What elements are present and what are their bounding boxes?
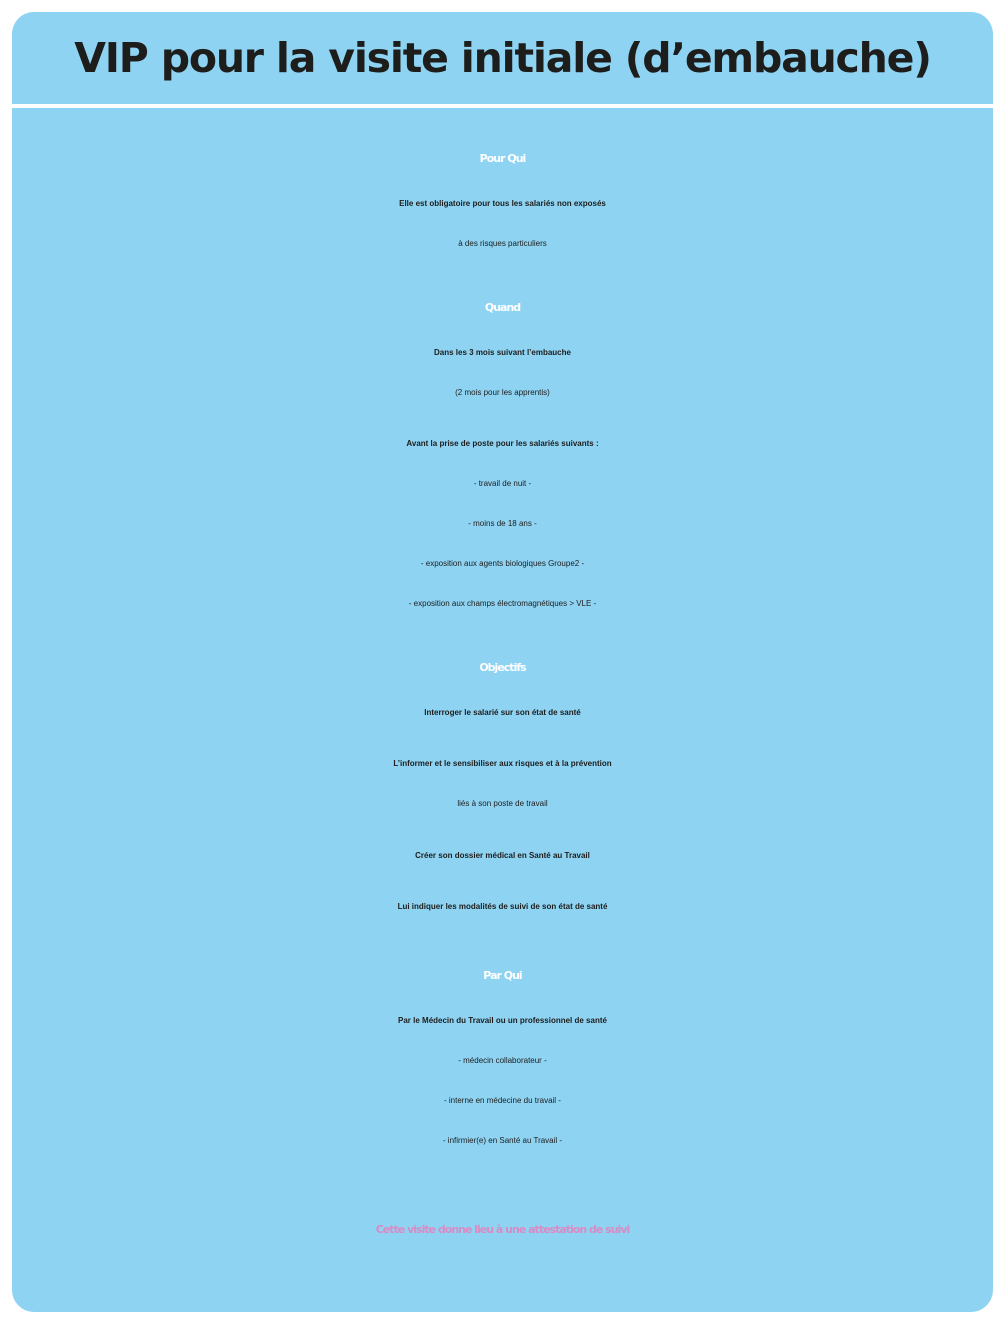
par-qui-item: - médecin collaborateur -: [458, 1056, 547, 1065]
quand-item: - exposition aux agents biologiques Groupe2 -: [420, 559, 585, 568]
quand-line-2: (2 mois pour les apprentis): [455, 388, 550, 397]
quand-line-3: Avant la prise de poste pour les salariés suivants :: [406, 439, 599, 448]
objectifs-line-4: Créer son dossier médical en Santé au Travail: [415, 851, 590, 860]
section-heading-objectifs: Objectifs: [479, 661, 526, 674]
objectifs-line-3: liés à son poste de travail: [457, 799, 548, 808]
par-qui-item: - infirmier(e) en Santé au Travail -: [442, 1136, 563, 1145]
quand-item: - moins de 18 ans -: [468, 519, 537, 528]
objectifs-line-2: L’informer et le sensibiliser aux risques et à la prévention: [393, 759, 612, 768]
section-heading-pour-qui: Pour Qui: [479, 152, 526, 165]
section-heading-quand: Quand: [484, 301, 521, 314]
par-qui-line-1: Par le Médecin du Travail ou un professionnel de santé: [398, 1016, 607, 1025]
par-qui-item: - interne en médecine du travail -: [444, 1096, 561, 1105]
section-heading-par-qui: Par Qui: [483, 969, 522, 982]
quand-item: - exposition aux champs électromagnétiques > VLE -: [408, 599, 597, 608]
pour-qui-line-2: à des risques particuliers: [458, 239, 547, 248]
objectifs-line-1: Interroger le salarié sur son état de santé: [424, 708, 581, 717]
page-title: VIP pour la visite initiale (d’embauche): [74, 34, 931, 82]
info-card: [12, 12, 993, 1312]
title-bar: [12, 12, 993, 104]
quand-item: - travail de nuit -: [473, 479, 532, 488]
quand-line-1: Dans les 3 mois suivant l’embauche: [434, 348, 571, 357]
title-divider: [12, 104, 993, 108]
objectifs-line-5: Lui indiquer les modalités de suivi de son état de santé: [397, 902, 608, 911]
pour-qui-line-1: Elle est obligatoire pour tous les salariés non exposés: [399, 199, 606, 208]
footer-note: Cette visite donne lieu à une attestation de suivi: [375, 1223, 630, 1236]
